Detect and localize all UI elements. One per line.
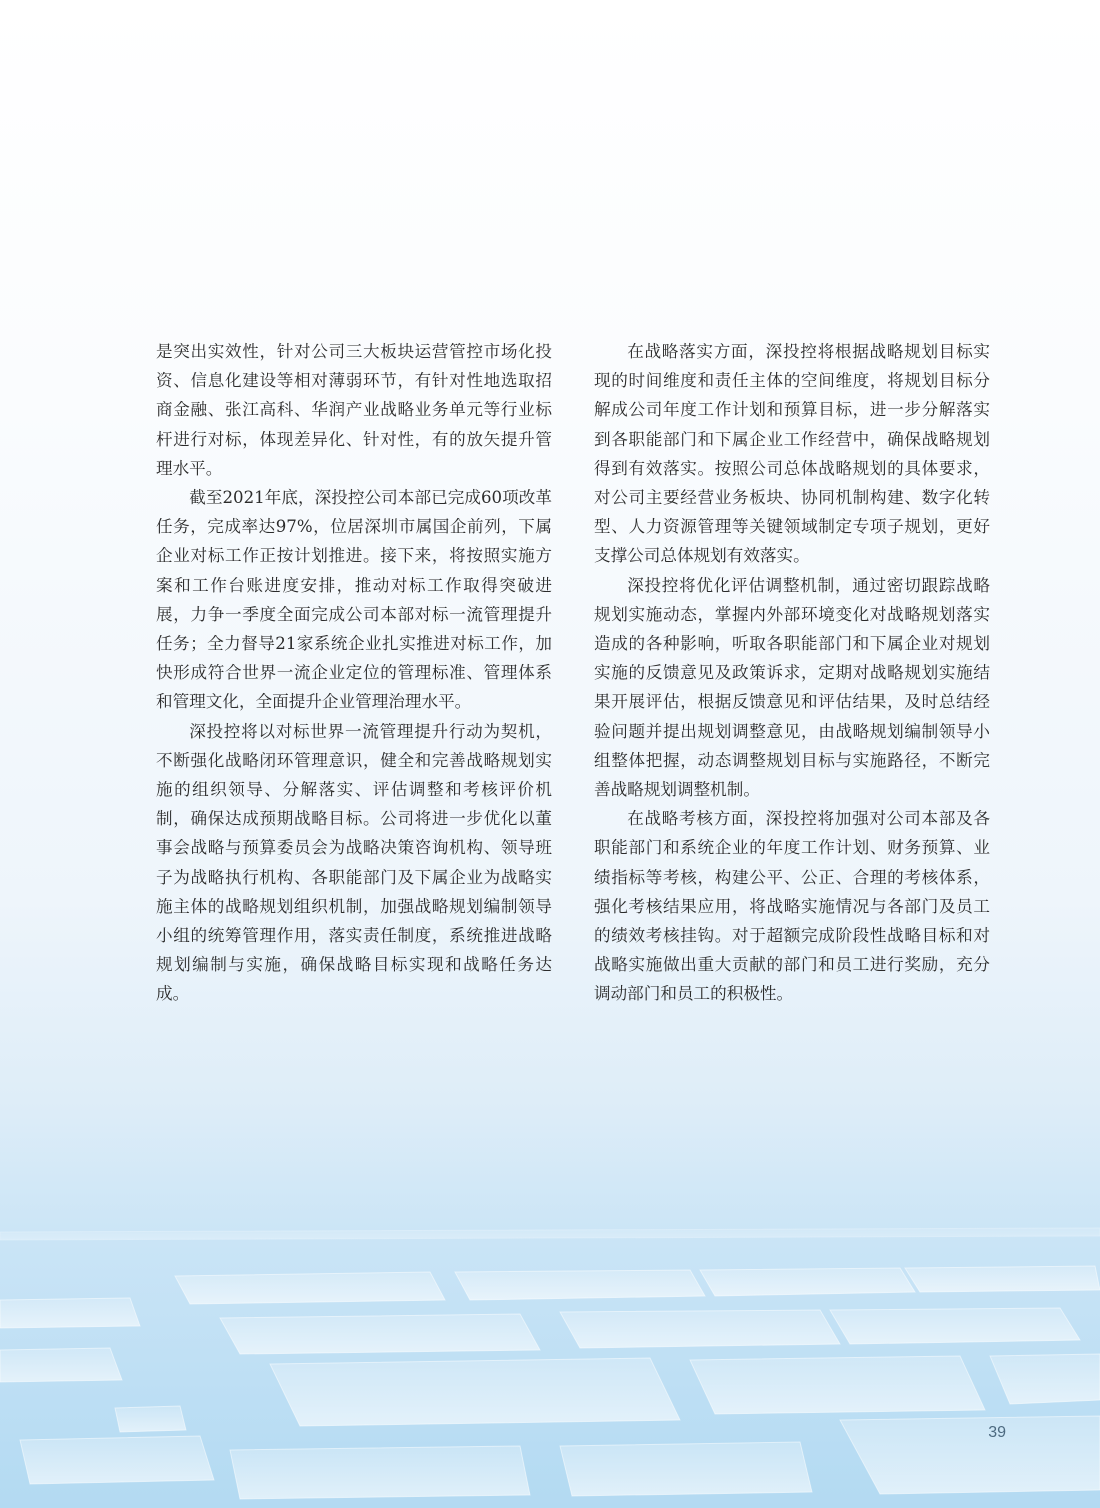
paragraph: 在战略落实方面，深投控将根据战略规划目标实现的时间维度和责任主体的空间维度，将规划目标分解成公司年度工作计划和预算目标，进一步分解落实到各职能部门和下属企业工作经营中，确保战略规划得到有效落实。按照公司总体战略规划的具体要求，对公司主要经营业务板块、协同机制构建、数字化转型、人力资源管理等关键领域制定专项子规划，更好支撑公司总体规划有效落实。	[594, 342, 990, 566]
paragraph: 在战略考核方面，深投控将加强对公司本部及各职能部门和系统企业的年度工作计划、财务预算、业绩指标等考核，构建公平、公正、合理的考核体系，强化考核结果应用，将战略实施情况与各部门及员工的绩效考核挂钩。对于超额完成阶段性战略目标和对战略实施做出重大贡献的部门和员工进行奖励，充分调动部门和员工的积极性。	[594, 809, 990, 1004]
paragraph: 是突出实效性，针对公司三大板块运营管控市场化投资、信息化建设等相对薄弱环节，有针对性地选取招商金融、张江高科、华润产业战略业务单元等行业标杆进行对标，体现差异化、针对性，有的放矢提升管理水平。	[156, 342, 552, 478]
right-text-column	[594, 337, 990, 1009]
paragraph: 深投控将以对标世界一流管理提升行动为契机，不断强化战略闭环管理意识，健全和完善战略规划实施的组织领导、分解落实、评估调整和考核评价机制，确保达成预期战略目标。公司将进一步优化以董事会战略与预算委员会为战略决策咨询机构、领导班子为战略执行机构、各职能部门及下属企业为战略实施主体的战略规划组织机制，加强战略规划编制领导小组的统筹管理作用，落实责任制度，系统推进战略规划编制与实施，确保战略目标实现和战略任务达成。	[156, 721, 552, 1004]
paragraph: 截至2021年底，深投控公司本部已完成60项改革任务，完成率达97%，位居深圳市属国企前列，下属企业对标工作正按计划推进。接下来，将按照实施方案和工作台账进度安排，推动对标工作取得突破进展，力争一季度全面完成公司本部对标一流管理提升任务；全力督导21家系统企业扎实推进对标工作，加快形成符合世界一流企业定位的管理标准、管理体系和管理文化，全面提升企业管理治理水平。	[156, 488, 552, 712]
page-number: 39	[988, 1424, 1006, 1441]
left-text-column	[156, 337, 552, 1009]
paragraph: 深投控将优化评估调整机制，通过密切跟踪战略规划实施动态，掌握内外部环境变化对战略规划落实造成的各种影响，听取各职能部门和下属企业对规划实施的反馈意见及政策诉求，定期对战略规划实施结果开展评估，根据反馈意见和评估结果，及时总结经验问题并提出规划调整意见，由战略规划编制领导小组整体把握，动态调整规划目标与实施路径，不断完善战略规划调整机制。	[594, 575, 990, 800]
